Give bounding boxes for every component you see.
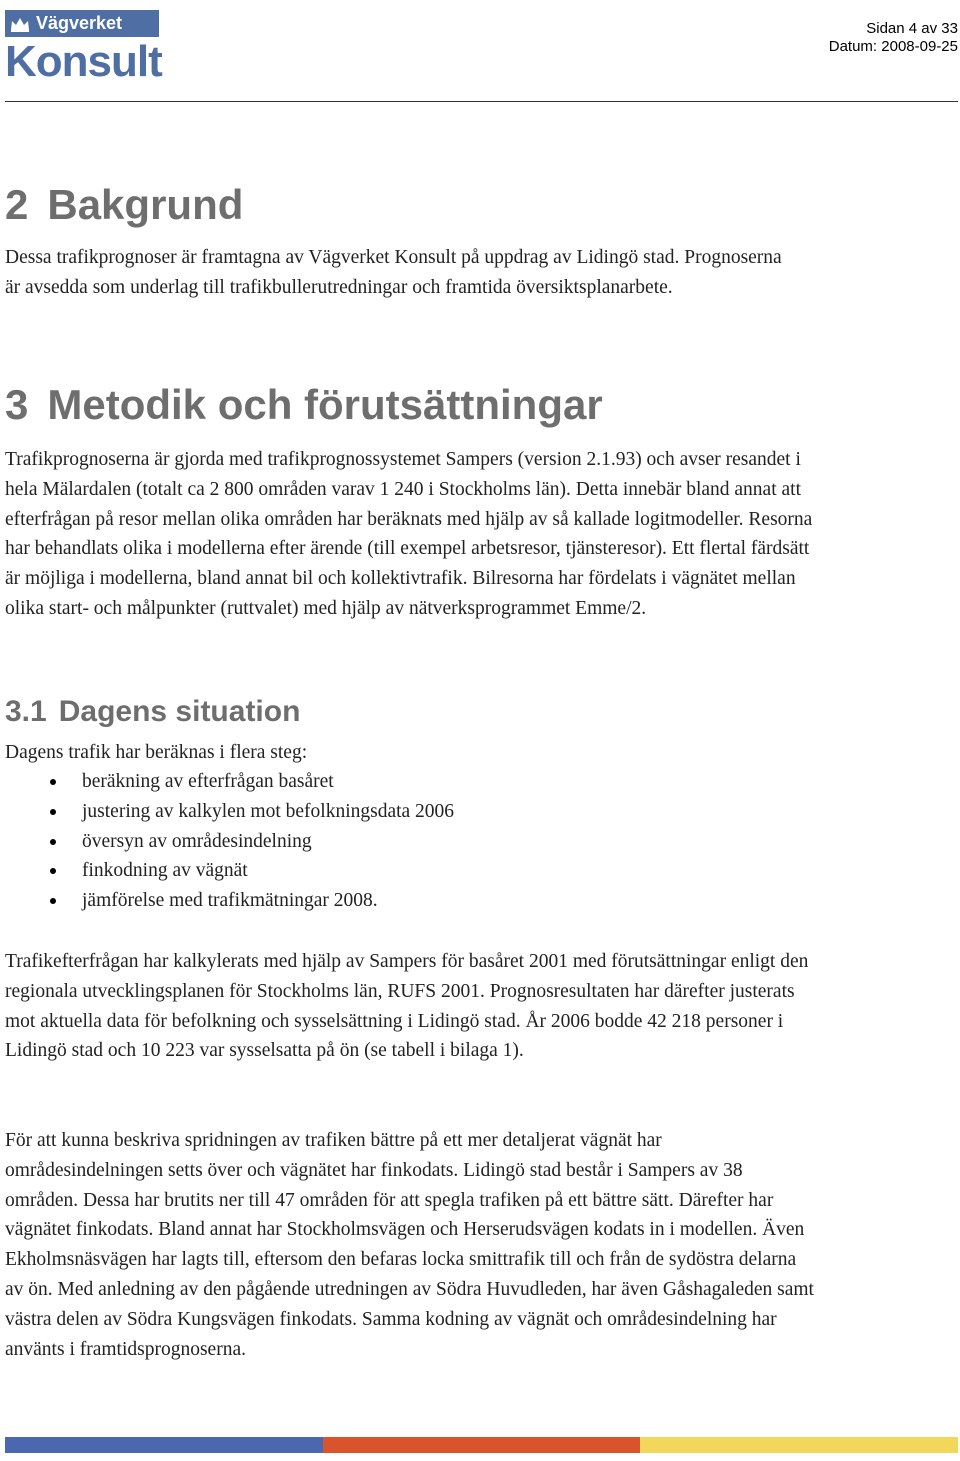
heading-text: Metodik och förutsättningar xyxy=(47,381,603,428)
list-item-text: finkodning av vägnät xyxy=(82,860,248,882)
vagverket-konsult-logo xyxy=(5,10,162,88)
document-date: Datum: 2008-09-25 xyxy=(828,38,958,55)
logo-top-text: Vägverket xyxy=(36,13,123,33)
page-header-info xyxy=(829,20,958,56)
heading-number: 3 xyxy=(5,381,29,428)
heading-text: Bakgrund xyxy=(47,181,244,228)
crown-icon xyxy=(9,15,31,33)
heading-number: 2 xyxy=(5,181,29,228)
bullet-icon xyxy=(50,868,56,874)
heading-text: Dagens situation xyxy=(58,695,301,728)
list-item-text: beräkning av efterfrågan basåret xyxy=(82,771,334,792)
list-item xyxy=(5,797,454,827)
list-item xyxy=(5,767,454,797)
dagens-paragraph-1: Trafikefterfrågan har kalkylerats med hjälp av Sampers för basåret 2001 med förutsättningar enligt den regionala utvecklingsplanen för Stockholms län, RUFS 2001. Prognosresultaten har därefter justerats mot aktuella data för befolkning och sysselsättning i Lidingö stad. År 2006 bodde 42 218 personer i Lidingö stad och 10 223 var sysselsatta på ön (se tabell i bilaga 1). xyxy=(5,951,809,1062)
page-number: Sidan 4 av 33 xyxy=(866,20,958,37)
metodik-paragraph: Trafikprognoserna är gjorda med trafikprognossystemet Sampers (version 2.1.93) och avser resandet i hela Mälardalen (totalt ca 2 800 områden varav 1 240 i Stockholms län). Detta innebär bland annat att efterfrågan på resor mellan olika områden har beräknats med hjälp av så kallade logitmodeller. Resorna har behandlats olika i modellerna efter ärende (till exempel arbetsresor, tjänsteresor). Ett flertal färdsätt är möjliga i modellerna, bland annat bil och kollektivtrafik. Bilresorna har fördelats i vägnätet mellan olika start- och målpunkter (ruttvalet) med hjälp av nätverksprogrammet Emme/2. xyxy=(5,449,813,619)
list-item-text: jämförelse med trafikmätningar 2008. xyxy=(82,890,378,912)
bakgrund-paragraph: Dessa trafikprognoser är framtagna av Vägverket Konsult på uppdrag av Lidingö stad. Prognoserna är avsedda som underlag till trafikbullerutredningar och framtida översiktsplanarbete. xyxy=(5,247,782,298)
bullet-icon xyxy=(50,779,56,785)
list-item xyxy=(5,827,454,857)
list-item-text: justering av kalkylen mot befolkningsdata 2006 xyxy=(82,800,455,822)
list-item xyxy=(5,886,454,916)
logo-bottom-text: Konsult xyxy=(5,37,162,86)
header-divider xyxy=(5,101,958,102)
steps-list xyxy=(5,767,454,916)
dagens-intro: Dagens trafik har beräknas i flera steg: xyxy=(5,742,308,763)
footer-bar-orange xyxy=(323,1437,641,1453)
bullet-icon xyxy=(50,839,56,845)
heading-dagens-situation xyxy=(5,694,300,730)
heading-number: 3.1 xyxy=(5,695,47,728)
logo-top-band xyxy=(5,10,159,37)
footer-bar-yellow xyxy=(640,1437,958,1453)
bullet-icon xyxy=(50,809,56,815)
heading-metodik xyxy=(5,381,603,429)
dagens-paragraph-2: För att kunna beskriva spridningen av trafiken bättre på ett mer detaljerat vägnät har områdesindelningen setts över och vägnätet har finkodats. Lidingö stad består i Sampers av 38 områden. Dessa har brutits ner till 47 områden för att spegla trafiken på ett bättre sätt. Därefter har vägnätet finkodats. Bland annat har Stockholmsvägen och Herserudsvägen kodats in i modellen. Även Ekholmsnäsvägen har lagts till, eftersom den befaras locka smittrafik till och från de sydöstra delarna av ön. Med anledning av den pågående utredningen av Södra Huvudleden, har även Gåshagaleden samt västra delen av Södra Kungsvägen finkodats. Samma kodning av vägnät och områdesindelning har använts i framtidsprognoserna. xyxy=(5,1130,814,1360)
footer-bar-blue xyxy=(5,1437,323,1453)
footer-color-bar xyxy=(5,1437,958,1453)
list-item-text: översyn av områdesindelning xyxy=(82,830,312,852)
heading-bakgrund xyxy=(5,181,243,229)
list-item xyxy=(5,856,454,886)
bullet-icon xyxy=(50,898,56,904)
